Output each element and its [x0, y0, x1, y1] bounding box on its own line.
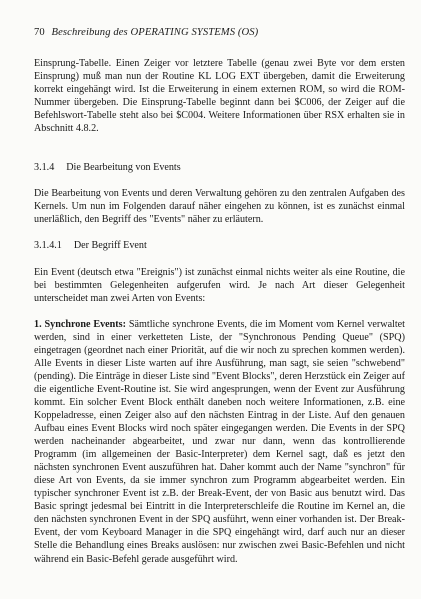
section-number: 3.1.4.1 [34, 240, 62, 252]
page-number: 70 [34, 27, 45, 38]
page-header [34, 27, 394, 38]
section-title: Die Bearbeitung von Events [66, 162, 181, 174]
item-text: Sämtliche synchrone Events, die im Moment vom Kernel verwaltet werden, sind in einer verketteten Liste, der "Synchronous Pending Queue" (SPQ) eingetragen (geordnet nach einer Priorität, auf die wir noch zu sprechen kommen werden). Alle Events in dieser Liste warten auf ihre Ausführung, man sagt, sie seien "schwebend" (pending). Die Einträge in dieser Liste sind "Event Blocks", deren Herzstück ein Zeiger auf die eigentliche Event-Routine ist. Sie wird angesprungen, wenn der Event zur Ausführung kommt. Ein solcher Event Block enthält daneben noch weitere Informationen, z.B. eine Koppeladresse, einen Zeiger also auf den nächsten Eintrag in der Liste. Auf den genauen Aufbau eines Event Blocks wird noch später eingegangen werden. Die Events in der SPQ werden nacheinander abgearbeitet, und zwar nur dann, wenn das kontrollierende Programm (im allgemeinen der Basic-Interpreter) dem Kernel sagt, daß es jetzt den nächsten synchronen Event auszuführen hat. Daher kommt auch der Name "synchron" für diese Art von Events, da sie immer synchron zum Programm abgearbeitet werden. Ein typischer synchroner Event ist z.B. der Break-Event, der von Basic aus benutzt wird. Das Basic springt jedesmal bei Eintritt in die Interpreterschleife die Routine im Kernel an, die den nächsten synchronen Event in der SPQ ausführt, wenn einer vorhanden ist. Der Break-Event, der vom Keyboard Manager in die SPQ eingehängt wird, darf auch nur an dieser Stelle die Behandlung eines Breaks auslösen: nur zwischen zwei Basic-Befehlen und nicht während ein Basic-Befehl gerade ausgeführt wird. [34, 318, 405, 565]
section-heading-3-1-4 [34, 161, 405, 174]
paragraph-events: Die Bearbeitung von Events und deren Verwaltung gehören zu den zentralen Aufgaben des Kernels. Um nun im Folgenden darauf näher eingehen zu können, ist es zunächst einmal unerläßlich, den Begriff des "Events" näher zu erläutern. [34, 188, 405, 226]
page-body [34, 57, 405, 566]
item-lead: 1. Synchrone Events: [34, 318, 126, 330]
list-item-synchrone-events [34, 318, 405, 566]
section-number: 3.1.4 [34, 162, 55, 174]
section-title: Der Begriff Event [73, 240, 147, 252]
section-heading-3-1-4-1 [34, 239, 405, 252]
running-title: Beschreibung des OPERATING SYSTEMS (OS) [51, 27, 259, 38]
paragraph-intro: Einsprung-Tabelle. Einen Zeiger vor letztere Tabelle (genau zwei Byte vor dem ersten Einsprung) muß man nun der Routine KL LOG EXT übergeben, damit die Erweiterung korrekt eingehängt wird. Ist die Erweiterung in einem externen ROM, so wird die ROM-Nummer übergeben. Die Einsprung-Tabelle beginnt dann bei $C006, der Zeiger auf die Befehlswort-Tabelle steht also bei $C004. Weitere Informationen über RSX erhalten sie in Abschnitt 4.8.2. [34, 58, 405, 135]
paragraph-begriff: Ein Event (deutsch etwa "Ereignis") ist zunächst einmal nichts weiter als eine Routine, die bei bestimmten Gelegenheiten aufgerufen wird. Je nach Art dieser Gelegenheit unterscheidet man zwei Arten von Events: [34, 266, 405, 304]
